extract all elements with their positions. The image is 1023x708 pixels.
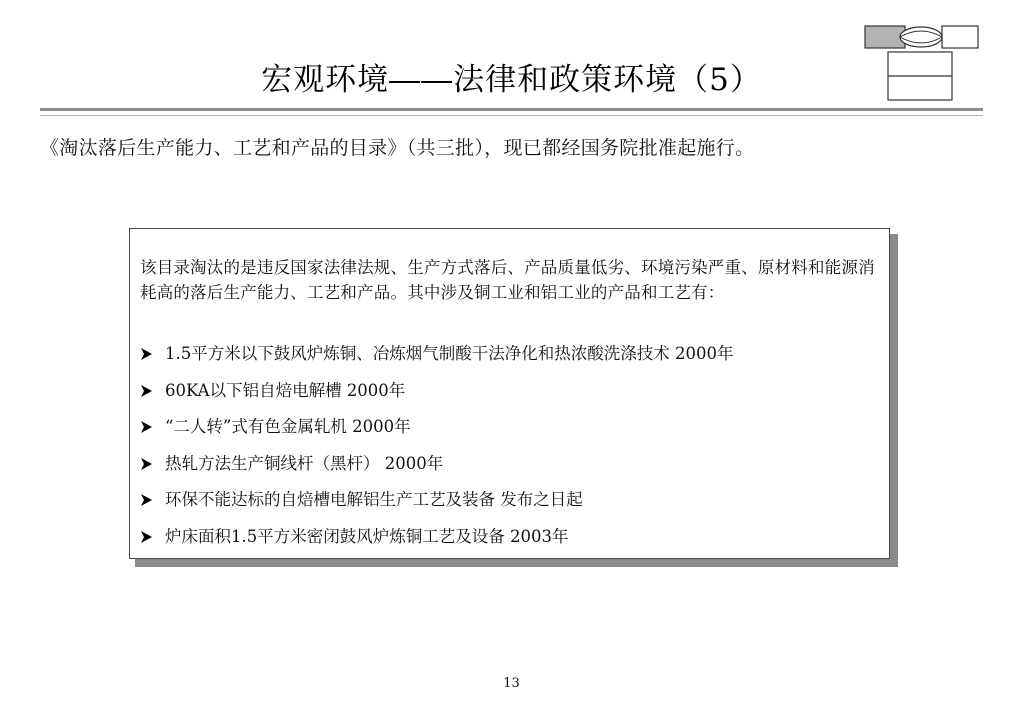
box-description: 该目录淘汰的是违反国家法律法规、生产方式落后、产品质量低劣、环境污染严重、原材料和能源消耗高的落后生产能力、工艺和产品。其中涉及铜工业和铝工业的产品和工艺有： bbox=[140, 258, 875, 302]
arrow-bullet-icon bbox=[140, 347, 153, 361]
list-item bbox=[140, 379, 885, 416]
list-item-text: 炉床面积1.5平方米密闭鼓风炉炼铜工艺及设备 2003年 bbox=[165, 526, 569, 546]
intro-text: 《淘汰落后生产能力、工艺和产品的目录》（共三批），现已都经国务院批准起施行。 bbox=[40, 137, 755, 159]
list-item-text: 热轧方法生产铜线杆（黑杆） 2000年 bbox=[165, 453, 444, 473]
list-item bbox=[140, 415, 885, 452]
list-item-text: “二人转”式有色金属轧机 2000年 bbox=[165, 417, 411, 437]
arrow-bullet-icon bbox=[140, 457, 153, 471]
title-divider-thin bbox=[40, 115, 983, 116]
list-item bbox=[140, 342, 885, 379]
list-item bbox=[140, 452, 885, 489]
list-item-text: 60KA以下铝自焙电解槽 2000年 bbox=[165, 380, 406, 400]
page-title: 宏观环境――法律和政策环境（5） bbox=[261, 62, 762, 98]
title-divider-thick bbox=[40, 108, 983, 111]
bullet-list bbox=[140, 342, 885, 562]
arrow-bullet-icon bbox=[140, 420, 153, 434]
list-item-text: 1.5平方米以下鼓风炉炼铜、冶炼烟气制酸干法净化和热浓酸洗涤技术 2000年 bbox=[165, 344, 734, 363]
content-box bbox=[129, 228, 890, 559]
list-item bbox=[140, 525, 885, 562]
list-item bbox=[140, 488, 885, 525]
page-number: 13 bbox=[503, 676, 520, 691]
arrow-bullet-icon bbox=[140, 493, 153, 507]
arrow-bullet-icon bbox=[140, 530, 153, 544]
list-item-text: 环保不能达标的自焙槽电解铝生产工艺及装备 发布之日起 bbox=[165, 490, 583, 510]
arrow-bullet-icon bbox=[140, 384, 153, 398]
